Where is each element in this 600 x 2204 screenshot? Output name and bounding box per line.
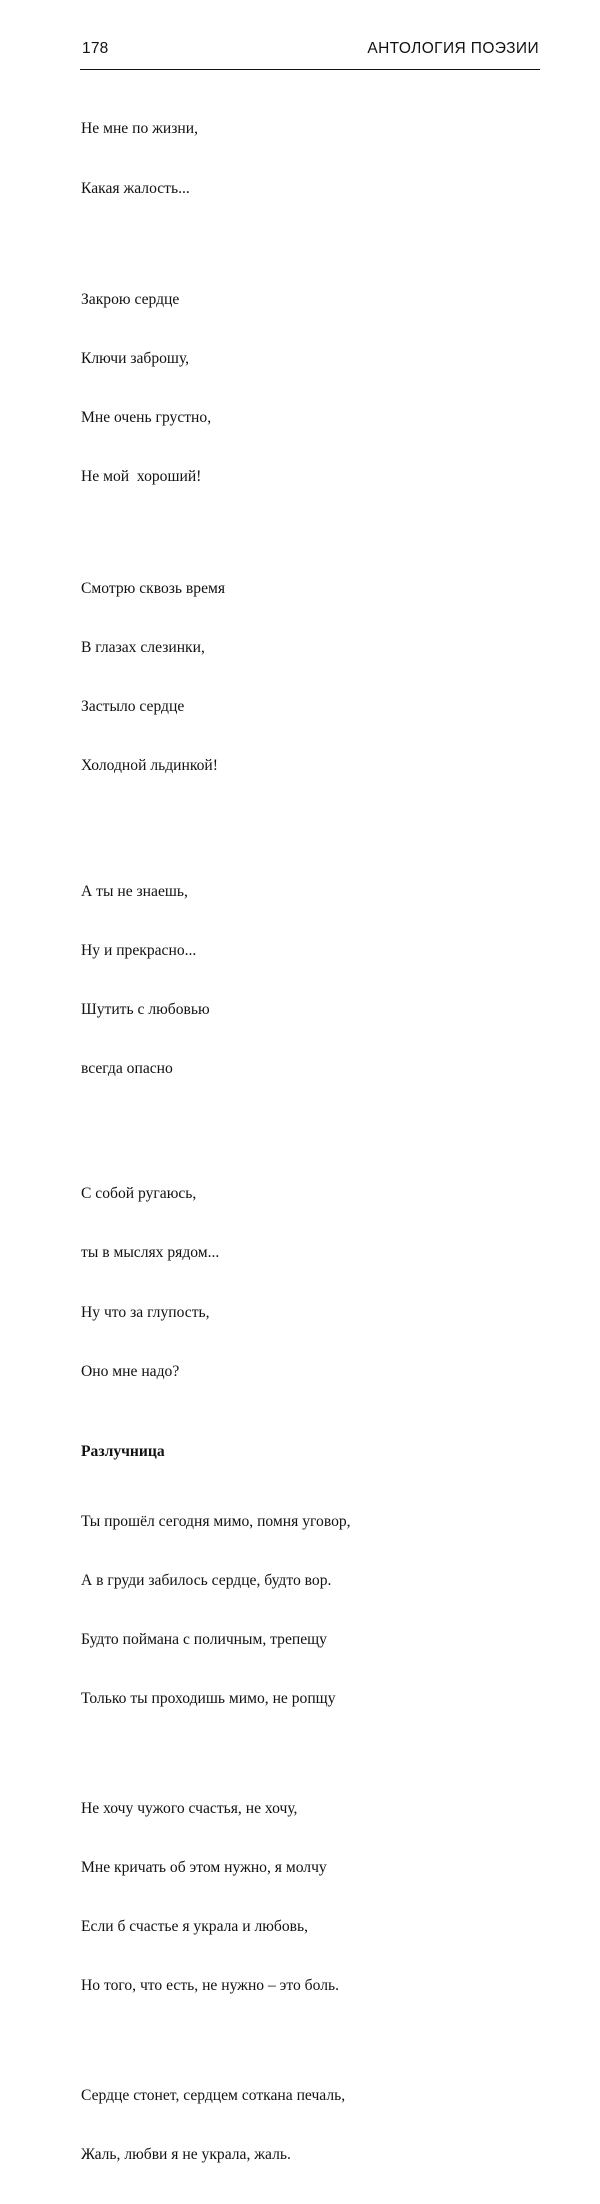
poem-line: Смотрю сквозь время xyxy=(81,579,226,597)
header-rule xyxy=(80,69,540,70)
poem-line: Жаль, любви я не украла, жаль. xyxy=(81,2145,291,2163)
book-title: АНТОЛОГИЯ ПОЭЗИИ xyxy=(367,40,539,57)
stanza xyxy=(81,539,541,815)
poem-line: Ты прошёл сегодня мимо, помня уговор, xyxy=(81,1513,351,1531)
poem-line: А в груди забилось сердце, будто вор. xyxy=(81,1572,332,1590)
poem-line: А ты не знаешь, xyxy=(81,882,188,900)
poem-line: Не хочу чужого счастья, не хочу, xyxy=(81,1799,298,1817)
poem-line: Ну что за глупость, xyxy=(81,1303,210,1321)
poem-line: В глазах слезинки, xyxy=(81,638,205,656)
page-body xyxy=(81,80,541,2204)
poem-line: Шутить с любовью xyxy=(81,1000,210,1018)
poem-line: всегда опасно xyxy=(81,1059,173,1077)
poem-line: Не мне по жизни, xyxy=(81,120,199,138)
poem-line: С собой ругаюсь, xyxy=(81,1185,197,1203)
poem-line: Оно мне надо? xyxy=(81,1362,180,1380)
stanza xyxy=(81,1760,541,2036)
running-header xyxy=(80,40,540,68)
stanza xyxy=(81,842,541,1118)
stanza xyxy=(81,251,541,527)
poem-line: Мне кричать об этом нужно, я молчу xyxy=(81,1859,327,1876)
poem-line: Мне очень грустно, xyxy=(81,409,212,427)
poem-line: Ну и прекрасно... xyxy=(81,941,197,959)
stanza xyxy=(81,1473,541,1749)
poem-line: Холодной льдинкой! xyxy=(81,757,218,775)
poem-line: Ключи заброшу, xyxy=(81,350,190,368)
poem-line: Но того, что есть, не нужно – это боль. xyxy=(81,1977,339,1995)
poem-line: Если б счастье я украла и любовь, xyxy=(81,1918,309,1936)
poem-line: Застыло сердце xyxy=(81,697,185,715)
poem-line: Будто поймана с поличным, трепещу xyxy=(81,1631,327,1649)
poem-line: ты в мыслях рядом... xyxy=(81,1244,220,1262)
poem-line: Не мой хороший! xyxy=(81,468,202,486)
stanza xyxy=(81,80,541,238)
poem-title: Разлучница xyxy=(81,1442,165,1460)
poem-line: Только ты проходишь мимо, не ропщу xyxy=(81,1690,336,1708)
poem-line: Закрою сердце xyxy=(81,291,180,308)
stanza xyxy=(81,2046,541,2204)
poem-line: Какая жалость... xyxy=(81,179,190,197)
poem-line: Сердце стонет, сердцем соткана печаль, xyxy=(81,2086,346,2104)
page-number: 178 xyxy=(82,40,109,57)
stanza xyxy=(81,1145,541,1421)
